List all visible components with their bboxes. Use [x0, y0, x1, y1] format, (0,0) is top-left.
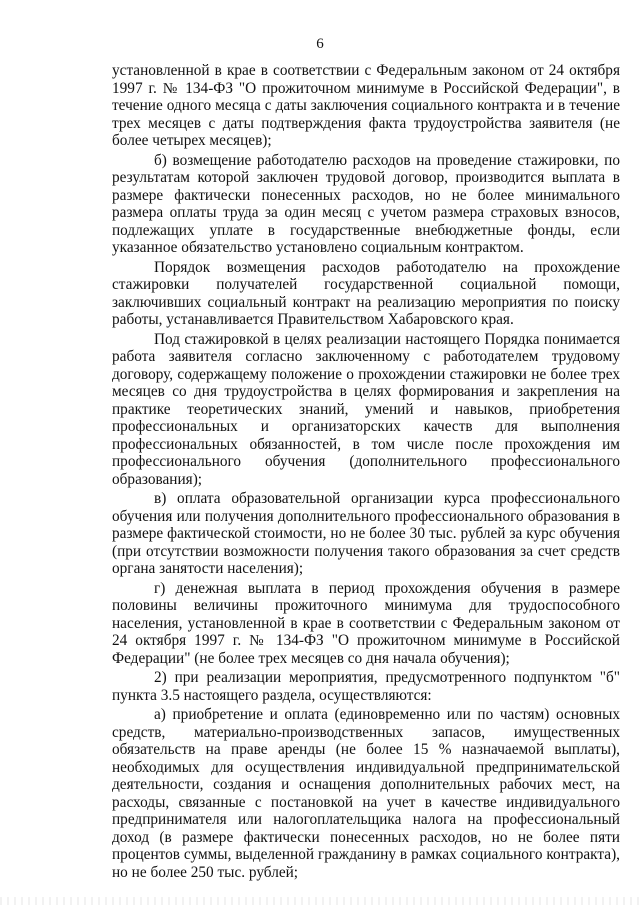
- paragraph-internship-definition: Под стажировкой в целях реализации настоящего Порядка понимается работа заявителя согласно заключенному с работодателем трудовому договору, содержащему положение о прохождении стажировки не более трех месяцев со дня трудоустройства в целях формирования и закрепления на практике теоретических знаний, умений и навыков, приобретения профессиональных и организаторских качеств для выполнения профессиональных обязанностей, в том числе после прохождения им профессионального обучения (дополнительного профессионального образования);: [112, 330, 620, 488]
- paragraph-continuation: установленной в крае в соответствии с Федеральным законом от 24 октября 1997 г. № 134-ФЗ "О прожиточном минимуме в Российской Федерации", в течение одного месяца с даты заключения социального контракта и в течение трех месяцев с даты подтверждения факта трудоустройства заявителя (не более четырех месяцев);: [112, 62, 620, 149]
- paragraph-item-g: г) денежная выплата в период прохождения обучения в размере половины величины прожиточного минимума для трудоспособного населения, установленной в крае в соответствии с Федеральным законом от 24 октября 1997 г. № 134-ФЗ "О прожиточном минимуме в Российской Федерации" (не более трех месяцев со дня начала обучения);: [112, 579, 620, 667]
- paragraph-item-v: в) оплата образовательной организации курса профессионального обучения или получения дополнительного профессионального образования в размере фактической стоимости, но не более 30 тыс. рублей за курс обучения (при отсутствии возможности получения такого образования за счет средств органа занятости населения);: [112, 490, 620, 577]
- scan-edge-artifact: [0, 897, 640, 905]
- page-number: 6: [316, 36, 324, 52]
- paragraph-section-2: 2) при реализации мероприятия, предусмотренного подпунктом "б" пункта 3.5 настоящего раздела, осуществляются:: [112, 669, 620, 704]
- paragraph-item-a: а) приобретение и оплата (единовременно или по частям) основных средств, материально-производственных запасов, имущественных обязательств на праве аренды (не более 15 % назначаемой выплаты), необходимых для осуществления индивидуальной предпринимательской деятельности, создания и оснащения дополнительных рабочих мест, на расходы, связанные с постановкой на учет в качестве индивидуального предпринимателя или налогоплательщика налога на профессиональный доход (в размере фактически понесенных расходов, но не более пяти процентов суммы, выделенной гражданину в рамках социального контракта), но не более 250 тыс. рублей;: [112, 706, 620, 881]
- paragraph-item-b: б) возмещение работодателю расходов на проведение стажировки, по результатам которой заключен трудовой договор, производится выплата в размере фактически понесенных расходов, но не более минимального размера оплаты труда за один месяц с учетом размера страховых взносов, подлежащих уплате в государственные внебюджетные фонды, если указанное обязательство установлено социальным контрактом.: [112, 151, 620, 256]
- paragraph-reimbursement-order: Порядок возмещения расходов работодателю на прохождение стажировки получателей государственной социальной помощи, заключивших социальный контракт на реализацию мероприятия по поиску работы, устанавливается Правительством Хабаровского края.: [112, 258, 620, 328]
- document-body: [112, 62, 620, 881]
